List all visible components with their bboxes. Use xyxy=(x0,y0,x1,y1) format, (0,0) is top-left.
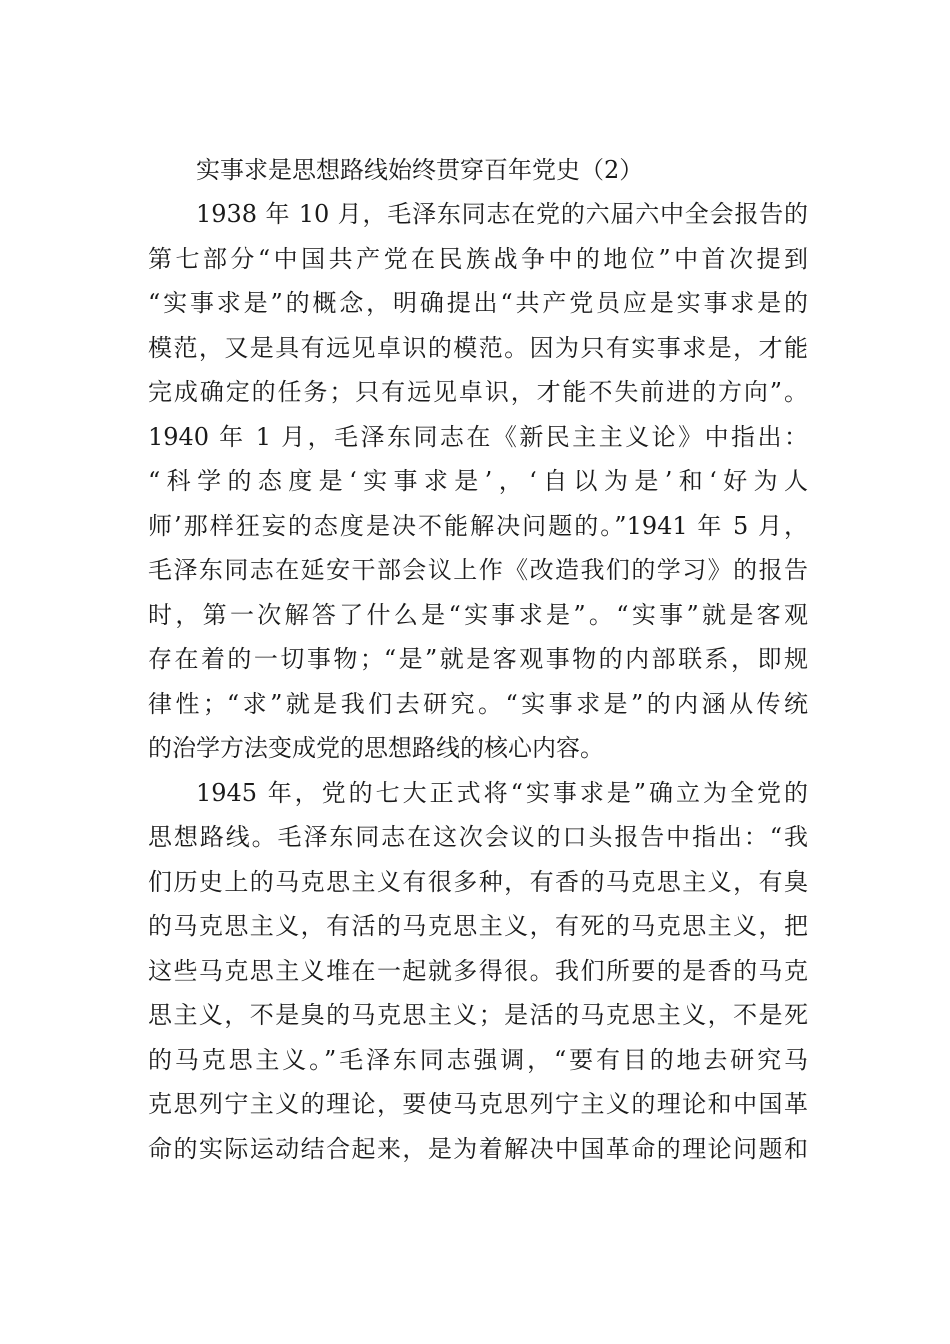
text-line: 第七部分“中国共产党在民族战争中的地位”中首次提到 xyxy=(148,244,808,273)
document-page xyxy=(148,148,808,1171)
text-line: 们历史上的马克思主义有很多种，有香的马克思主义，有臭 xyxy=(148,867,808,896)
text-line: 时，第一次解答了什么是“实事求是”。“实事”就是客观 xyxy=(148,600,808,629)
text-line: 1945 年，党的七大正式将“实事求是”确立为全党的 xyxy=(196,778,808,807)
text-line: 的马克思主义，有活的马克思主义，有死的马克思主义，把 xyxy=(148,912,808,940)
text-line: 克思列宁主义的理论，要使马克思列宁主义的理论和中国革 xyxy=(148,1090,808,1118)
paragraph-1 xyxy=(148,192,808,771)
text-line: 律性；“求”就是我们去研究。“实事求是”的内涵从传统 xyxy=(148,689,808,718)
text-line: 1938 年 10 月，毛泽东同志在党的六届六中全会报告的 xyxy=(196,200,808,228)
text-line: 命的实际运动结合起来，是为着解决中国革命的理论问题和 xyxy=(148,1134,808,1163)
text-line: 的马克思主义。”毛泽东同志强调，“要有目的地去研究马 xyxy=(148,1045,808,1074)
text-line: “实事求是”的概念，明确提出“共产党员应是实事求是的 xyxy=(148,289,808,317)
text-line: 思主义，不是臭的马克思主义；是活的马克思主义，不是死 xyxy=(148,1001,808,1029)
paragraph-2 xyxy=(148,771,808,1172)
text-line: 师’那样狂妄的态度是决不能解决问题的。”1941 年 5 月， xyxy=(148,511,808,540)
text-line: 存在着的一切事物；“是”就是客观事物的内部联系，即规 xyxy=(148,645,808,673)
text-line: 毛泽东同志在延安干部会议上作《改造我们的学习》的报告 xyxy=(148,556,808,584)
text-line: 思想路线。毛泽东同志在这次会议的口头报告中指出：“我 xyxy=(148,823,808,851)
text-line: “科学的态度是‘实事求是’，‘自以为是’和‘好为人 xyxy=(148,467,808,495)
text-line: 模范，又是具有远见卓识的模范。因为只有实事求是，才能 xyxy=(148,333,808,362)
text-line: 的治学方法变成党的思想路线的核心内容。 xyxy=(148,734,604,762)
text-line: 这些马克思主义堆在一起就多得很。我们所要的是香的马克 xyxy=(148,956,808,985)
document-title: 实事求是思想路线始终贯穿百年党史（2） xyxy=(196,156,644,184)
text-line: 1940 年 1 月，毛泽东同志在《新民主主义论》中指出： xyxy=(148,422,808,451)
text-line: 完成确定的任务；只有远见卓识，才能不失前进的方向”。 xyxy=(148,378,808,406)
